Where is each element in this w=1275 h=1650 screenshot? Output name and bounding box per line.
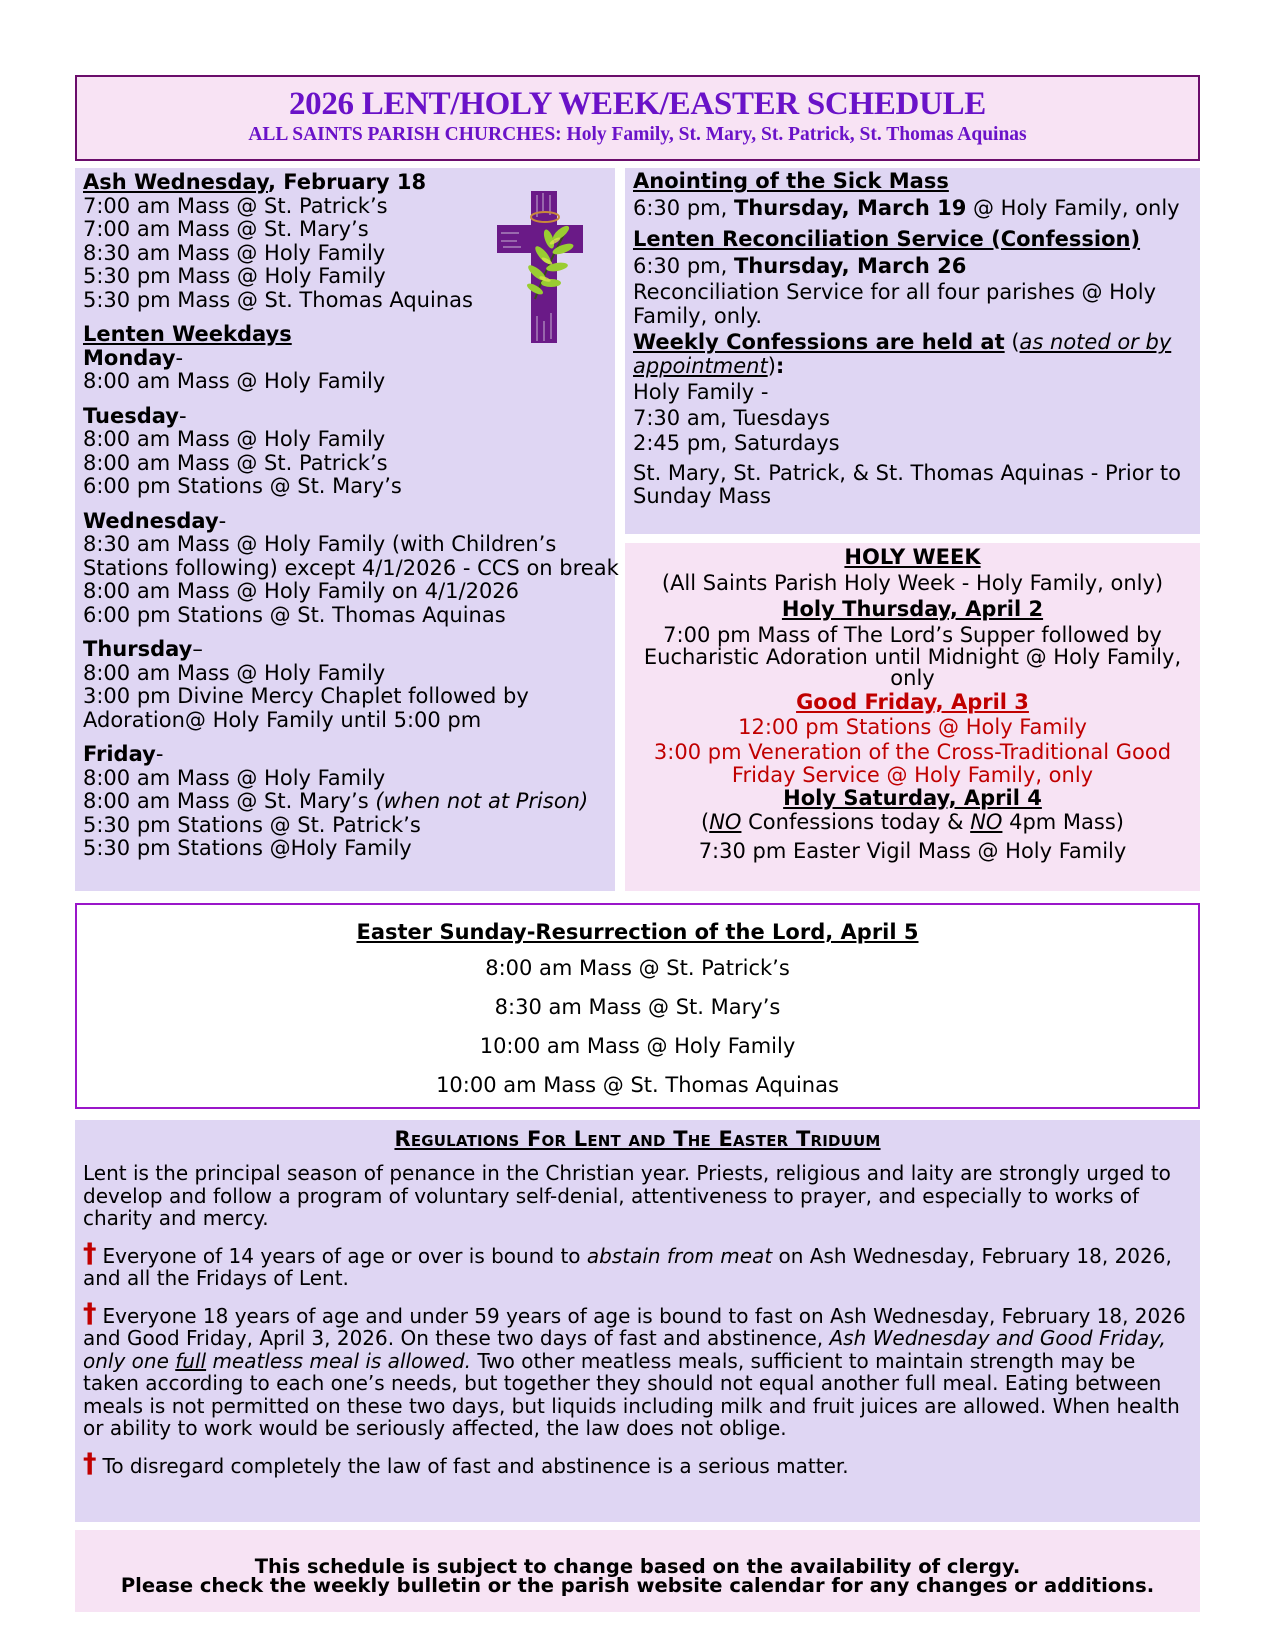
list-item: Eucharistic Adoration until Midnight @ Holy Family, xyxy=(643,645,1182,669)
list-item: 8:00 am Mass @ Holy Family xyxy=(83,369,386,393)
list-item: Holy Family - xyxy=(633,380,769,404)
list-item: 7:00 am Mass @ St. Mary’s xyxy=(83,217,369,241)
easter-vigil: 7:30 pm Easter Vigil Mass @ Holy Family xyxy=(698,838,1127,863)
reconciliation-details xyxy=(633,255,1192,279)
lent-schedule-panel xyxy=(75,168,619,891)
regulation-item xyxy=(83,1237,1192,1290)
ash-wednesday-date: , February 18 xyxy=(268,170,427,194)
rule-text: on Ash Wednesday, February 18, 2026, and all the Fridays of Lent. xyxy=(83,1243,1172,1290)
tuesday-label xyxy=(83,405,607,429)
list-item: 10:00 am Mass @ Holy Family xyxy=(479,1034,796,1058)
confessions-note: as noted or by xyxy=(1019,330,1172,354)
easter-sunday-heading: Easter Sunday-Resurrection of the Lord, April 5 xyxy=(356,920,919,944)
regulation-item xyxy=(83,1297,1192,1440)
list-item: 3:00 pm Veneration of the Cross-Traditional Good xyxy=(653,740,1172,764)
lenten-weekdays-heading: Lenten Weekdays xyxy=(83,322,292,346)
list-item: Friday Service @ Holy Family, only xyxy=(731,762,1094,787)
holy-week-panel xyxy=(625,543,1200,891)
list-item: 8:30 am Mass @ Holy Family (with Children’s xyxy=(83,532,557,556)
paren: ( xyxy=(701,810,710,834)
ash-wednesday-label: Ash Wednesday xyxy=(83,170,269,194)
list-item: 8:00 am Mass @ Holy Family on 4/1/2026 xyxy=(83,579,520,603)
red-cross-dagger-icon: † xyxy=(83,1237,97,1269)
footer-line: This schedule is subject to change based on the availability of clergy. xyxy=(254,1555,1021,1578)
day-label: Monday xyxy=(83,345,176,370)
list-item: 3:00 pm Divine Mercy Chaplet followed by xyxy=(83,684,529,708)
holy-week-subheading: (All Saints Parish Holy Week - Holy Family, only) xyxy=(661,570,1164,595)
confessions-note: appointment xyxy=(633,353,768,378)
footer-line: Please check the weekly bulletin or the parish website calendar for any changes or additions. xyxy=(120,1574,1155,1597)
wednesday-label xyxy=(83,510,607,534)
anointing-details xyxy=(633,197,1192,221)
list-item: 8:00 am Mass @ Holy Family xyxy=(83,427,386,451)
anointing-heading: Anointing of the Sick Mass xyxy=(633,169,949,193)
confessions-title: Weekly Confessions are held at xyxy=(633,330,1005,354)
day-label: Wednesday xyxy=(83,508,219,533)
no-emphasis: NO xyxy=(709,810,742,834)
easter-sunday-panel xyxy=(75,903,1200,1109)
list-item: St. Mary, St. Patrick, & St. Thomas Aquinas - Prior to xyxy=(633,460,1181,485)
list-item: 7:30 am, Tuesdays xyxy=(633,405,830,430)
list-item: 5:30 pm Mass @ Holy Family xyxy=(83,264,386,288)
list-item: 7:00 pm Mass of The Lord’s Supper followed by xyxy=(663,622,1162,647)
paren: ) xyxy=(767,353,776,378)
red-cross-dagger-icon: † xyxy=(83,1297,97,1329)
thursday-label xyxy=(83,638,607,662)
day-separator: - xyxy=(218,508,227,533)
regulations-panel xyxy=(75,1120,1200,1522)
lenten-cross-with-palm-icon xyxy=(497,181,583,346)
holy-saturday-note xyxy=(625,811,1200,835)
list-item: 2:45 pm, Saturdays xyxy=(633,431,840,455)
holy-week-heading: HOLY WEEK xyxy=(844,545,981,569)
rule-emphasis-underlined: full xyxy=(175,1348,207,1373)
reconciliation-date: Thursday, March 26 xyxy=(733,253,967,278)
good-friday-heading: Good Friday, April 3 xyxy=(796,690,1029,714)
list-item: Sunday Mass xyxy=(633,484,772,508)
page-title: 2026 LENT/HOLY WEEK/EASTER SCHEDULE xyxy=(288,86,987,122)
rule-emphasis: abstain from meat xyxy=(586,1243,773,1268)
list-item: 6:00 pm Stations @ St. Mary’s xyxy=(83,474,402,498)
day-label: Tuesday xyxy=(83,403,179,428)
anointing-time: 6:30 pm, xyxy=(633,195,734,220)
list-item: 6:00 pm Stations @ St. Thomas Aquinas xyxy=(83,602,506,627)
anointing-date: Thursday, March 19 xyxy=(733,195,967,220)
title-banner xyxy=(75,75,1200,161)
list-item: 10:00 am Mass @ St. Thomas Aquinas xyxy=(436,1073,839,1097)
colon: : xyxy=(775,353,785,378)
list-item: Stations following) except 4/1/2026 - CCS on break xyxy=(83,555,619,580)
list-item: 8:30 am Mass @ St. Mary’s xyxy=(494,995,781,1019)
weekly-confessions-heading xyxy=(633,331,1192,355)
list-item: Adoration@ Holy Family until 5:00 pm xyxy=(83,707,482,732)
holy-thursday-heading: Holy Thursday, April 2 xyxy=(781,597,1044,621)
regulations-intro: Lent is the principal season of penance in the Christian year. Priests, religious and laity are strongly urged to develop and follow a program of voluntary self-denial, attentiveness to prayer, and especially to works of charity and mercy. xyxy=(83,1161,1171,1230)
note-text: Confessions today & xyxy=(741,810,971,834)
confession-panel xyxy=(625,168,1200,534)
day-separator: – xyxy=(192,637,203,661)
footer-notice xyxy=(75,1530,1200,1612)
list-item xyxy=(83,790,607,814)
page-subtitle: ALL SAINTS PARISH CHURCHES: Holy Family, St. Mary, St. Patrick, St. Thomas Aquinas xyxy=(248,124,1027,145)
reconciliation-time: 6:30 pm, xyxy=(633,253,734,278)
item-text: 8:00 am Mass @ St. Mary’s xyxy=(83,789,376,813)
red-cross-dagger-icon: † xyxy=(83,1447,97,1479)
anointing-location: @ Holy Family, only xyxy=(966,195,1180,220)
list-item: 8:00 am Mass @ St. Patrick’s xyxy=(485,956,790,980)
paren: ( xyxy=(1004,330,1020,354)
day-separator: - xyxy=(178,403,187,428)
note-text: 4pm Mass) xyxy=(1002,810,1124,834)
reconciliation-desc: Family, only. xyxy=(633,303,763,328)
day-separator: - xyxy=(175,345,184,370)
list-item: 8:00 am Mass @ St. Patrick’s xyxy=(83,450,388,475)
day-label: Thursday xyxy=(83,637,193,661)
regulation-item xyxy=(83,1447,1192,1479)
list-item: 5:30 pm Mass @ St. Thomas Aquinas xyxy=(83,287,473,312)
reconciliation-desc: Reconciliation Service for all four parishes @ Holy xyxy=(633,280,1157,304)
reconciliation-heading: Lenten Reconciliation Service (Confession) xyxy=(633,227,1141,251)
rule-text: Everyone 18 years of age and under 59 years of age is bound to fast on Ash Wednesday, February 18, 2026 and Good Friday, April 3, 2026. On these two days of fast and abstinence, xyxy=(83,1303,1186,1350)
list-item: 12:00 pm Stations @ Holy Family xyxy=(738,714,1087,739)
rule-text: Everyone of 14 years of age or over is bound to xyxy=(102,1243,587,1268)
holy-saturday-heading: Holy Saturday, April 4 xyxy=(783,785,1042,810)
rule-emphasis: meatless meal is allowed. xyxy=(206,1348,472,1373)
rule-text: Two other meatless meals, sufficient to maintain strength may be taken according to each one’s needs, but together they should not equal another full meal. Eating between meals is not permitted on these two days, but liquids including milk and fruit juices are allowed. When health or ability to work would be seriously affected, the law does not oblige. xyxy=(83,1348,1180,1440)
day-separator: - xyxy=(155,742,164,766)
regulations-heading: Regulations For Lent and The Easter Triduum xyxy=(394,1127,881,1151)
list-item: 8:00 am Mass @ Holy Family xyxy=(83,660,386,685)
list-item: 8:00 am Mass @ Holy Family xyxy=(83,765,386,790)
item-note: (when not at Prison) xyxy=(375,789,589,813)
friday-label xyxy=(83,743,607,767)
list-item: 5:30 pm Stations @Holy Family xyxy=(83,836,412,860)
weekly-confessions-heading-cont xyxy=(633,355,1192,379)
rule-text: To disregard completely the law of fast and abstinence is a serious matter. xyxy=(102,1453,849,1478)
list-item: 5:30 pm Stations @ St. Patrick’s xyxy=(83,812,421,837)
list-item: only xyxy=(890,666,935,690)
day-label: Friday xyxy=(83,742,156,766)
list-item: 7:00 am Mass @ St. Patrick’s xyxy=(83,193,388,218)
no-emphasis: NO xyxy=(970,810,1003,834)
list-item: 8:30 am Mass @ Holy Family xyxy=(83,240,386,265)
monday-label xyxy=(83,347,607,371)
rule-emphasis: Ash Wednesday and Good Friday, only one xyxy=(83,1326,1166,1373)
